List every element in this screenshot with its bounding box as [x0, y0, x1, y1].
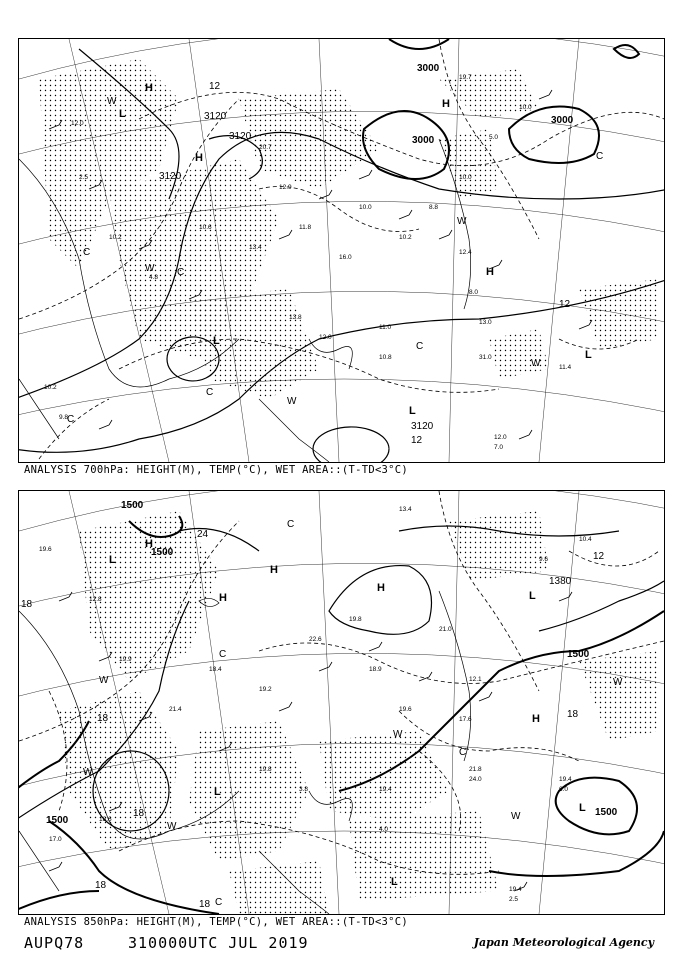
cold-mark: C [596, 151, 604, 162]
warm-mark: W [99, 675, 109, 686]
warm-mark: W [613, 677, 623, 688]
height-label: 3000 [417, 63, 440, 74]
low-center: L [119, 108, 126, 120]
svg-text:19.8: 19.8 [259, 766, 272, 773]
svg-text:19.9: 19.9 [119, 656, 132, 663]
svg-text:10.2: 10.2 [399, 234, 412, 241]
svg-text:19.4: 19.4 [559, 776, 572, 783]
product-code: AUPQ78 [24, 934, 85, 952]
svg-text:10.8: 10.8 [379, 354, 392, 361]
high-center: H [145, 82, 153, 94]
svg-text:13.4: 13.4 [249, 244, 262, 251]
svg-text:4.8: 4.8 [149, 274, 159, 281]
svg-text:12.8: 12.8 [89, 596, 102, 603]
svg-text:2.5: 2.5 [509, 896, 519, 903]
svg-text:8.0: 8.0 [469, 289, 479, 296]
low-center: L [409, 405, 416, 417]
low-center: L [109, 554, 116, 566]
height-label: 1500 [567, 649, 590, 660]
svg-text:5.0: 5.0 [489, 134, 499, 141]
svg-text:2.5: 2.5 [79, 174, 89, 181]
svg-text:20.7: 20.7 [259, 144, 272, 151]
warm-mark: W [457, 216, 467, 227]
height-label: 3000 [412, 135, 435, 146]
warm-mark: W [531, 358, 541, 369]
warm-mark: W [287, 396, 297, 407]
caption-700hpa: ANALYSIS 700hPa: HEIGHT(M), TEMP(°C), WET AREA::(T-TD<3°C) [24, 464, 409, 476]
height-label: 3000 [551, 115, 574, 126]
high-center: H [145, 538, 153, 550]
svg-text:13.4: 13.4 [399, 506, 412, 513]
svg-text:19.4: 19.4 [379, 786, 392, 793]
svg-text:10.2: 10.2 [44, 384, 57, 391]
agency-name: Japan Meteorological Agency [473, 936, 654, 949]
wet-areas [39, 59, 659, 399]
svg-text:10.2: 10.2 [109, 234, 122, 241]
svg-text:13.8: 13.8 [289, 314, 302, 321]
warm-mark: W [167, 821, 177, 832]
temp-label: 12 [411, 435, 423, 446]
temp-label: 12 [559, 299, 571, 310]
valid-time: 310000UTC JUL 2019 [128, 934, 309, 952]
high-center: H [195, 152, 203, 164]
svg-text:19.2: 19.2 [259, 686, 272, 693]
height-label: 1500 [121, 500, 144, 511]
svg-text:19.8: 19.8 [349, 616, 362, 623]
temp-label: 18 [95, 880, 107, 891]
svg-text:4.0: 4.0 [379, 826, 389, 833]
temp-label: 18 [97, 713, 109, 724]
height-label: 1500 [151, 547, 174, 558]
svg-text:18.9: 18.9 [369, 666, 382, 673]
svg-text:24.0: 24.0 [469, 776, 482, 783]
temp-label: 24 [197, 529, 209, 540]
svg-text:10.0: 10.0 [359, 204, 372, 211]
svg-text:6.0: 6.0 [559, 786, 569, 793]
high-center: H [377, 582, 385, 594]
warm-mark: W [511, 811, 521, 822]
svg-text:17.0: 17.0 [49, 836, 62, 843]
svg-text:18.4: 18.4 [209, 666, 222, 673]
cold-mark: C [83, 247, 91, 258]
temp-label: 12 [209, 81, 221, 92]
high-center: H [442, 98, 450, 110]
temp-label: 18 [199, 899, 211, 910]
cold-mark: C [67, 414, 75, 425]
height-label: 3120 [159, 171, 182, 182]
svg-text:19.4: 19.4 [509, 886, 522, 893]
svg-text:16.0: 16.0 [339, 254, 352, 261]
svg-text:31.0: 31.0 [479, 354, 492, 361]
cold-mark: C [287, 519, 295, 530]
svg-text:11.4: 11.4 [559, 364, 572, 371]
svg-text:8.8: 8.8 [429, 204, 439, 211]
high-center: H [219, 592, 227, 604]
svg-text:12.0: 12.0 [494, 434, 507, 441]
svg-text:10.0: 10.0 [519, 104, 532, 111]
svg-text:12.0: 12.0 [319, 334, 332, 341]
svg-text:12.0: 12.0 [71, 120, 84, 127]
svg-text:3.8: 3.8 [299, 786, 309, 793]
high-center: H [270, 564, 278, 576]
low-center: L [579, 802, 586, 814]
map-850hpa-canvas [19, 491, 664, 914]
svg-text:19.7: 19.7 [459, 74, 472, 81]
low-center: L [391, 876, 398, 888]
warm-mark: W [107, 96, 117, 107]
warm-mark: W [83, 767, 93, 778]
height-label: 1500 [595, 807, 618, 818]
svg-text:19.6: 19.6 [399, 706, 412, 713]
map-700hpa-canvas [19, 39, 664, 462]
cold-mark: C [416, 341, 424, 352]
temp-label: 12 [593, 551, 605, 562]
height-label: 3120 [411, 421, 434, 432]
low-center: L [213, 335, 220, 347]
svg-text:10.6: 10.6 [199, 224, 212, 231]
svg-text:21.8: 21.8 [469, 766, 482, 773]
svg-text:12.4: 12.4 [459, 249, 472, 256]
cold-mark: C [177, 267, 185, 278]
temp-label: 18 [133, 808, 145, 819]
cold-mark: C [459, 747, 467, 758]
cold-mark: C [219, 649, 227, 660]
warm-mark: W [145, 263, 155, 274]
height-label: 3120 [204, 111, 227, 122]
high-center: H [486, 266, 494, 278]
high-center: H [532, 713, 540, 725]
svg-text:9.8: 9.8 [59, 414, 69, 421]
low-center: L [529, 590, 536, 602]
temp-label: 18 [567, 709, 579, 720]
map-panel-850hpa [18, 490, 665, 915]
svg-text:12.9: 12.9 [279, 184, 292, 191]
caption-850hpa: ANALYSIS 850hPa: HEIGHT(M), TEMP(°C), WET AREA::(T-TD<3°C) [24, 916, 409, 928]
height-label: 3120 [229, 131, 252, 142]
svg-text:9.6: 9.6 [539, 556, 549, 563]
cold-mark: C [215, 897, 223, 908]
warm-mark: W [393, 729, 403, 740]
svg-text:18.6: 18.6 [99, 816, 112, 823]
svg-text:17.6: 17.6 [459, 716, 472, 723]
cold-mark: C [206, 387, 214, 398]
height-label: 1500 [46, 815, 69, 826]
temp-label: 18 [21, 599, 33, 610]
svg-text:10.0: 10.0 [459, 174, 472, 181]
low-center: L [214, 786, 221, 798]
svg-text:10.4: 10.4 [579, 536, 592, 543]
svg-text:19.6: 19.6 [39, 546, 52, 553]
low-center: L [585, 349, 592, 361]
svg-text:22.6: 22.6 [309, 636, 322, 643]
height-label: 1380 [549, 576, 572, 587]
svg-text:21.4: 21.4 [169, 706, 182, 713]
svg-text:11.8: 11.8 [299, 224, 312, 231]
svg-text:7.0: 7.0 [494, 444, 504, 451]
map-panel-700hpa [18, 38, 665, 463]
svg-text:12.1: 12.1 [469, 676, 482, 683]
svg-text:21.0: 21.0 [439, 626, 452, 633]
svg-text:13.0: 13.0 [479, 319, 492, 326]
svg-text:11.0: 11.0 [379, 324, 392, 331]
